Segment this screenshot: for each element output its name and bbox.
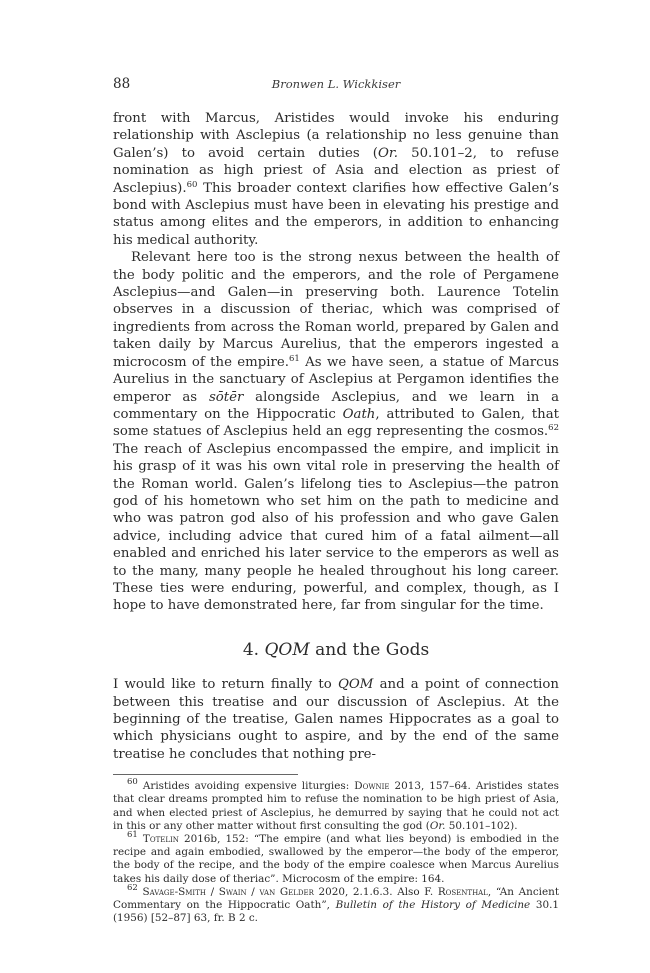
text-run: 2013, 157–64. Aristides states that clear dreams prompted him to refuse the nomination to be high priest of Asia, and when elected priest of Asclepius, he demurred by saying that he could not act in this or any other matter without first consulting the god ( [113, 780, 559, 832]
section-title-text: and the Gods [309, 639, 430, 660]
footnote-number: 62 [127, 882, 138, 893]
footnote-number: 60 [127, 777, 138, 788]
book-page [113, 76, 559, 925]
author-name: Downie [354, 780, 390, 793]
author-name: Rosenthal [437, 885, 488, 898]
footnote-62 [113, 882, 559, 926]
text-run: 50.101–102). [445, 819, 518, 832]
italic-run: Or. [377, 145, 398, 161]
text-run: As we have seen, a statue of Marcus Aurelius in the sanctuary of Asclepius at Pergamon identifies the emperor as [113, 354, 559, 405]
text-run: The reach of Asclepius encompassed the empire, and implicit in his grasp of it was his own vital role in preserving the health of the Roman world. Galen’s lifelong ties to Asclepius—the patron god of his hometown who set him on the path to medicine and who was patron god also of his profession and who gave Galen advice, including advice that cured him of a fatal ailment—all enabled and enriched his later service to the emperors as well as to the many, many people he healed throughout his long career. These ties were enduring, powerful, and complex, though, as I hope to have demonstrated here, far from singular for the time. [113, 441, 559, 614]
text-run: and a point of connection between this treatise and our discussion of Asclepius. At the beginning of the treatise, Galen names Hippocrates as a goal to which physicians ought to aspire, and by the end of the same treatise he concludes that nothing pre- [113, 677, 559, 762]
paragraph-2 [113, 249, 559, 615]
italic-run: QOM [337, 677, 374, 693]
text-run: , attributed to Galen, that some statues of Asclepius held an egg representing the cosmos. [113, 406, 559, 440]
text-run: / [246, 885, 260, 898]
footnote-number: 61 [127, 830, 138, 841]
page-header [113, 76, 559, 94]
running-head: Bronwen L. Wickkiser [271, 77, 401, 91]
text-run: , “An Ancient Commentary on the Hippocratic Oath”, [113, 885, 559, 912]
footnote-divider [113, 774, 298, 775]
paragraph-1 [113, 110, 559, 249]
section-number: 4. [242, 639, 260, 660]
italic-run: Or. [429, 819, 446, 832]
text-run: 50.101–2, to refuse nomination as high priest of Asia and election as priest of Asclepius). [113, 145, 559, 196]
body-text [113, 110, 559, 763]
italic-run: sōtēr [208, 389, 244, 405]
footnote-60 [113, 777, 559, 833]
page-number: 88 [113, 76, 131, 92]
italic-run: QOM [264, 639, 310, 660]
text-run: This broader context clarifies how effective Galen’s bond with Asclepius must have been in elevating his prestige and status among elites and the emperors, in addition to enhancing his medical authority. [113, 180, 559, 248]
footnote-ref-60[interactable]: 60 [186, 179, 198, 190]
text-run: Relevant here too is the strong nexus between the health of the body politic and the emperors, and the role of Pergamene Asclepius—and Galen—in preserving both. Laurence Totelin observes in a discussion of theriac, which was comprised of ingredients from across the Roman world, prepared by Galen and taken daily by Marcus Aurelius, that the emperors ingested a microcosm of the empire. [113, 250, 559, 370]
footnote-61 [113, 830, 559, 886]
text-run: Aristides avoiding expensive liturgies: [137, 780, 355, 793]
text-run: 30.1 (1956) [52–87] 63, fr. B 2 c. [113, 899, 559, 925]
text-run: 2020, 2.1.6.3. Also F. [313, 885, 438, 898]
footnote-ref-62[interactable]: 62 [548, 423, 559, 434]
italic-run: Oath [342, 406, 376, 422]
journal-title: Bulletin of the History of Medicine [335, 899, 531, 912]
text-run: front with Marcus, Aristides would invoke his enduring relationship with Asclepius (a relationship no less genuine than Galen’s) to avoid certain duties ( [113, 111, 559, 161]
text-run: / [205, 885, 219, 898]
footnote-ref-61[interactable]: 61 [289, 353, 300, 364]
author-name: Totelin [142, 833, 179, 846]
section-heading [113, 639, 559, 660]
footnotes [113, 774, 559, 925]
text-run: alongside Asclepius, and we learn in a commentary on the Hippocratic [113, 389, 560, 422]
text-run: I would like to return finally to [113, 677, 338, 693]
author-name: Savage-Smith [142, 885, 206, 898]
paragraph-3 [113, 676, 559, 763]
text-run: 2016b, 152: “The empire (and what lies beyond) is embodied in the recipe and again embodied, swallowed by the emperor—the body of the emperor, the body of the recipe, and the body of the empire coalesce when Marcus Aurelius takes his daily dose of theriac”. Microcosm of the empire: 164. [113, 833, 559, 885]
author-name: van Gelder [259, 885, 314, 898]
author-name: Swain [218, 885, 247, 898]
